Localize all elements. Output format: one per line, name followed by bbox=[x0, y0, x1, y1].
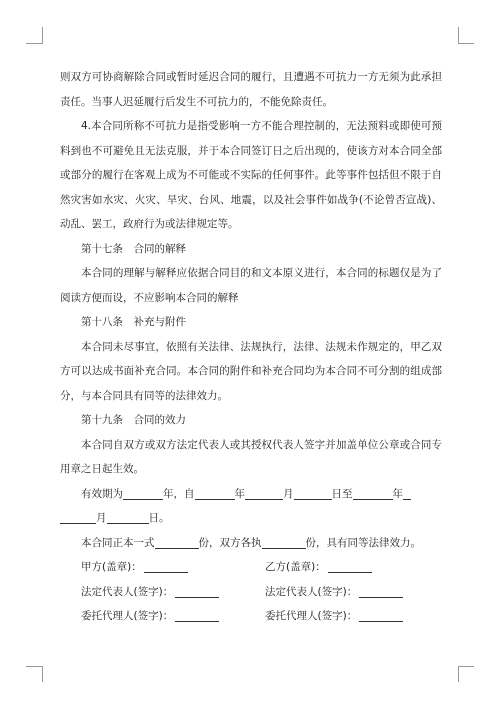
paragraph-force-majeure-definition: 4.本合同所称不可抗力是指受影响一方不能合理控制的，无法预料或即使可预料到也不可避免且无法克服，并于本合同签订日之后出现的，使该方对本合同全部或部分的履行在客观上成为不可能或不实际的任何事件。此等事件包括但不限于自然灾害如水灾、火灾、旱灾、台风、地震，以及社会事件如战争(不论曾否宣战)、动乱、罢工，政府行为或法律规定等。 bbox=[60, 120, 442, 230]
party-b-seal bbox=[265, 555, 372, 580]
crop-mark-bottom-left-h bbox=[26, 666, 42, 667]
party-a-legal-rep-label: 法定代表人(签字)： bbox=[81, 585, 174, 598]
party-b-agent-blank[interactable] bbox=[359, 607, 403, 622]
party-a-seal bbox=[81, 555, 188, 580]
party-a-agent-blank[interactable] bbox=[175, 607, 219, 622]
end-month-blank[interactable] bbox=[60, 509, 96, 524]
copies-lead: 本合同正本一式 bbox=[81, 536, 155, 549]
end-year-tail-blank[interactable] bbox=[403, 485, 411, 500]
party-b-seal-label: 乙方(盖章)： bbox=[265, 561, 326, 573]
crop-mark-top-left-v bbox=[42, 27, 43, 44]
party-b-agent-label: 委托代理人(签字)： bbox=[265, 610, 358, 622]
start-day-to-label: 日至 bbox=[331, 487, 353, 500]
party-b-legal-rep-blank[interactable] bbox=[359, 583, 403, 598]
paragraph-effectiveness: 本合同自双方或双方法定代表人或其授权代表人签字并加盖单位公章或合同专用章之日起生效。 bbox=[60, 438, 442, 475]
party-b-legal-rep-label: 法定代表人(签字)： bbox=[265, 585, 358, 598]
validity-lead: 有效期为 bbox=[81, 487, 123, 500]
validity-year-from: 年，自 bbox=[163, 487, 195, 500]
party-b-seal-blank[interactable] bbox=[328, 558, 372, 573]
party-a-agent bbox=[81, 604, 219, 629]
party-b-agent bbox=[265, 604, 403, 629]
crop-mark-bottom-left-v bbox=[42, 666, 43, 682]
start-day-blank[interactable] bbox=[294, 485, 332, 500]
start-month-label: 月 bbox=[283, 487, 294, 500]
heading-article-17: 第十七条 合同的解释 bbox=[81, 242, 186, 255]
crop-mark-bottom-right-v bbox=[458, 666, 459, 682]
crop-mark-top-right-v bbox=[458, 27, 459, 44]
party-a-seal-blank[interactable] bbox=[144, 558, 188, 573]
end-year-label: 年 bbox=[392, 487, 403, 500]
end-year-blank[interactable] bbox=[353, 485, 393, 500]
party-a-agent-label: 委托代理人(签字)： bbox=[81, 610, 174, 622]
party-a-legal-rep bbox=[81, 580, 219, 605]
start-month-blank[interactable] bbox=[245, 485, 283, 500]
signature-row-legal-rep bbox=[60, 580, 442, 605]
crop-mark-top-left-h bbox=[26, 43, 42, 44]
end-month-label: 月 bbox=[96, 512, 107, 524]
copies-total-blank[interactable] bbox=[155, 534, 199, 549]
document-page bbox=[60, 65, 442, 629]
start-year-blank[interactable] bbox=[195, 485, 235, 500]
end-day-blank[interactable] bbox=[107, 509, 149, 524]
crop-mark-top-right-h bbox=[458, 43, 474, 44]
heading-article-19: 第十九条 合同的效力 bbox=[81, 414, 186, 426]
party-b-legal-rep bbox=[265, 580, 403, 605]
copies-each-blank[interactable] bbox=[262, 534, 306, 549]
paragraph-force-majeure-end: 则双方可协商解除合同或暂时延迟合同的履行，且遭遇不可抗力一方无须为此承担责任。当事人迟延履行后发生不可抗力的，不能免除责任。 bbox=[60, 71, 442, 108]
party-a-legal-rep-blank[interactable] bbox=[175, 583, 219, 598]
paragraph-interpretation: 本合同的理解与解释应依据合同目的和文本原义进行，本合同的标题仅是为了阅读方便而设，不应影响本合同的解释 bbox=[60, 267, 442, 304]
copies-each-label: 份，双方各执 bbox=[198, 536, 262, 549]
validity-line-2 bbox=[60, 506, 442, 531]
signature-row-agent bbox=[60, 604, 442, 629]
validity-years-blank[interactable] bbox=[123, 485, 163, 500]
paragraph-supplement: 本合同未尽事宜，依照有关法律、法规执行，法律、法规未作规定的，甲乙双方可以达成书面补充合同。本合同的附件和补充合同均为本合同不可分割的组成部分，与本合同具有同等的法律效力。 bbox=[60, 340, 442, 402]
end-day-label: 日。 bbox=[148, 512, 170, 524]
signature-row-seal bbox=[60, 555, 442, 580]
heading-article-18: 第十八条 补充与附件 bbox=[81, 316, 186, 328]
copies-line bbox=[60, 531, 442, 556]
party-a-seal-label: 甲方(盖章)： bbox=[81, 561, 142, 573]
crop-mark-bottom-right-h bbox=[458, 666, 474, 667]
validity-line-1 bbox=[60, 482, 442, 507]
copies-tail: 份，具有同等法律效力。 bbox=[305, 536, 421, 549]
start-year-label: 年 bbox=[234, 487, 245, 500]
